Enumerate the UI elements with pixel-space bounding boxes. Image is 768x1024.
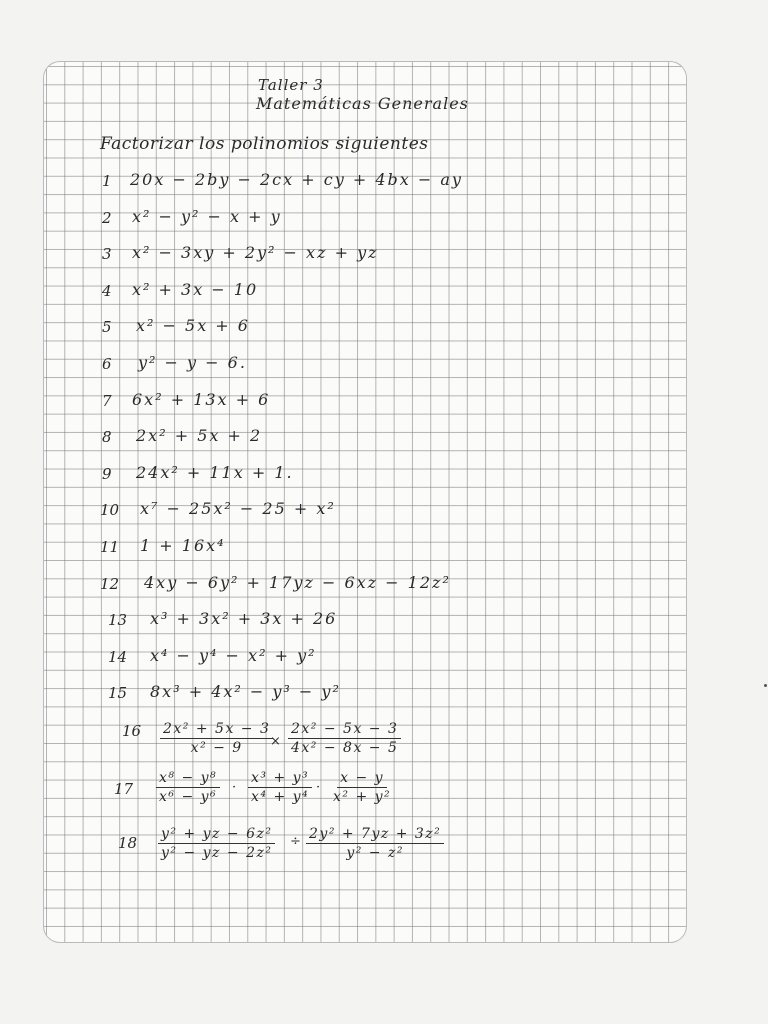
instructions-heading: Factorizar los polinomios siguientes [100,134,429,154]
problem-number: 3 [102,245,112,264]
polynomial-expression: 1 + 16x⁴ [140,536,226,555]
numerator: 2x² + 5x − 3 [160,721,273,739]
problem-number: 17 [114,780,134,798]
problem-9 [44,463,684,489]
numerator: x⁸ − y⁸ [156,770,220,788]
problem-11 [44,536,684,562]
page-title: Taller 3 [258,76,324,94]
graph-paper-sheet [44,62,686,942]
problem-number: 2 [102,208,112,227]
polynomial-expression: x² − 3xy + 2y² − xz + yz [132,243,379,263]
polynomial-expression: x⁴ − y⁴ − x² + y² [150,645,317,665]
problem-number: 5 [102,318,112,337]
problem-4 [44,280,684,306]
problem-3 [44,243,684,269]
problem-number: 9 [102,464,112,483]
problem-6 [44,353,684,379]
fraction-2 [248,770,312,805]
problem-7 [44,390,684,416]
fraction-1 [156,770,220,805]
polynomial-expression: 20x − 2by − 2cx + cy + 4bx − ay [130,170,463,189]
numerator: x − y [337,770,387,788]
denominator: x² − 9 [190,740,243,756]
problem-14 [44,646,684,672]
denominator: x⁶ − y⁶ [159,789,218,805]
denominator: y² − z² [346,845,404,861]
problem-number: 13 [108,611,128,630]
polynomial-expression: x³ + 3x² + 3x + 26 [150,609,338,629]
problem-number: 16 [122,722,142,740]
numerator: 2x² − 5x − 3 [288,721,401,739]
numerator: y² + yz − 6z² [158,826,275,844]
polynomial-expression: 2x² + 5x + 2 [136,426,263,446]
denominator: x² + y² [333,789,392,805]
fraction-1 [158,826,275,861]
problem-number: 18 [118,834,138,852]
polynomial-expression: 24x² + 11x + 1. [136,462,294,482]
problem-number: 12 [100,574,120,593]
problem-1 [44,170,684,196]
fraction-2 [288,721,401,756]
problem-12 [44,573,684,599]
stray-ink-dot [764,684,767,687]
problem-15 [44,682,684,708]
denominator: 4x² − 8x − 5 [291,740,399,756]
polynomial-expression: x² − 5x + 6 [136,316,250,336]
problem-5 [44,316,684,342]
problem-number: 15 [108,684,128,703]
fraction-3 [330,770,394,805]
fraction-2 [306,826,444,861]
polynomial-expression: y² − y − 6. [138,353,247,372]
problem-number: 6 [102,355,112,373]
problem-13 [44,609,684,635]
polynomial-expression: 8x³ + 4x² − y³ − y² [150,682,341,702]
page-subtitle: Matemáticas Generales [256,94,469,113]
polynomial-expression: x⁷ − 25x² − 25 + x² [140,499,336,519]
problem-number: 8 [102,428,112,447]
problem-10 [44,499,684,525]
numerator: x³ + y³ [248,770,312,788]
polynomial-expression: x² + 3x − 10 [132,279,259,299]
problem-8 [44,426,684,452]
polynomial-expression: x² − y² − x + y [132,206,282,226]
dot-operator: · [232,780,237,795]
problem-number: 11 [100,538,120,556]
problem-number: 1 [102,172,112,190]
numerator: 2y² + 7yz + 3z² [306,826,444,844]
problem-number: 4 [102,281,112,300]
denominator: y² − yz − 2z² [161,845,273,861]
dot-operator: · [316,780,321,795]
polynomial-expression: 6x² + 13x + 6 [132,389,271,409]
problem-number: 7 [102,391,112,410]
fraction-1 [160,721,273,756]
problem-number: 10 [100,501,120,520]
denominator: x⁴ + y⁴ [251,789,310,805]
problem-2 [44,207,684,233]
problem-number: 14 [108,647,128,666]
multiply-operator: × [270,734,281,749]
polynomial-expression: 4xy − 6y² + 17yz − 6xz − 12z² [144,572,451,592]
divide-operator: ÷ [290,834,301,849]
